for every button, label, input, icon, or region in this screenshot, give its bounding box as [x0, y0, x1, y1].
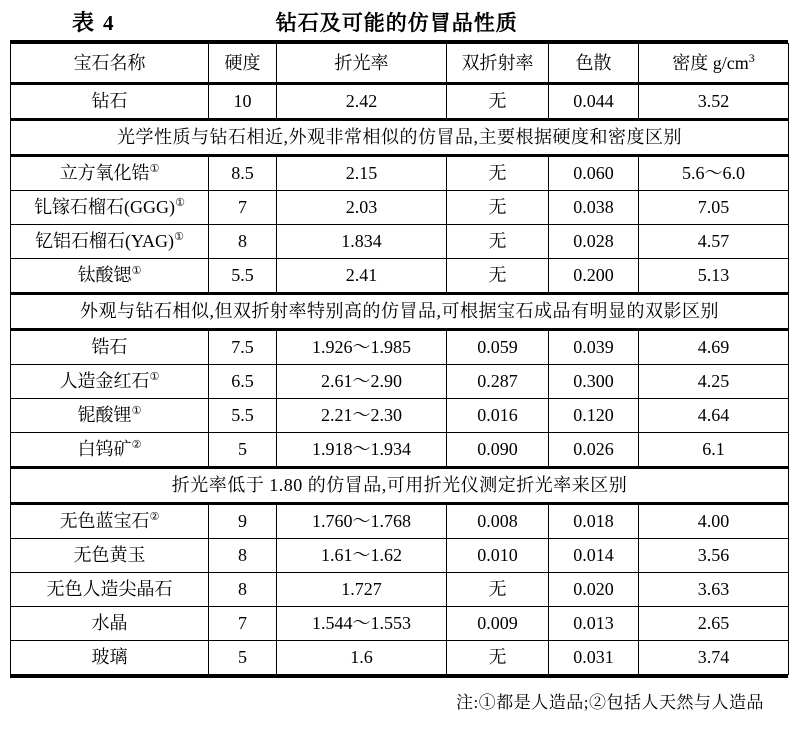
caption-label: 表 [72, 10, 96, 35]
gem-name-text: 无色黄玉 [73, 545, 146, 566]
cell-refractive-index: 1.926～1.985 [277, 330, 447, 365]
table-footnote: 注:①都是人造品;②包括人天然与人造品 [456, 693, 764, 712]
column-header: 宝石名称 [11, 44, 209, 84]
table-bottom-rule [10, 675, 788, 678]
cell-birefringence: 0.009 [447, 607, 549, 641]
cell-hardness: 9 [209, 504, 277, 539]
cell-refractive-index: 2.42 [277, 84, 447, 120]
cell-hardness: 5 [209, 433, 277, 468]
cell-birefringence: 无 [447, 225, 549, 259]
cell-gem-name [11, 641, 209, 675]
cell-birefringence: 无 [447, 641, 549, 675]
table-row [11, 573, 789, 607]
cell-birefringence: 无 [447, 191, 549, 225]
cell-dispersion: 0.014 [549, 539, 639, 573]
cell-hardness: 8 [209, 573, 277, 607]
section-note: 光学性质与钻石相近,外观非常相似的仿冒品,主要根据硬度和密度区别 [11, 120, 789, 156]
cell-dispersion: 0.028 [549, 225, 639, 259]
cell-dispersion: 0.044 [549, 84, 639, 120]
column-header-density [639, 44, 789, 84]
cell-density: 5.13 [639, 259, 789, 294]
cell-dispersion: 0.018 [549, 504, 639, 539]
section-note: 外观与钻石相似,但双折射率特别高的仿冒品,可根据宝石成品有明显的双影区别 [11, 294, 789, 330]
cell-density: 3.74 [639, 641, 789, 675]
cell-hardness: 5.5 [209, 399, 277, 433]
cell-density: 3.63 [639, 573, 789, 607]
caption-number: 4 [103, 11, 114, 35]
cell-refractive-index: 2.41 [277, 259, 447, 294]
table-row [11, 225, 789, 259]
cell-density: 5.6～6.0 [639, 156, 789, 191]
table-section-note-row [11, 294, 789, 330]
cell-birefringence: 无 [447, 573, 549, 607]
cell-hardness: 8 [209, 539, 277, 573]
cell-hardness: 7 [209, 191, 277, 225]
cell-dispersion: 0.120 [549, 399, 639, 433]
cell-refractive-index: 1.544～1.553 [277, 607, 447, 641]
gem-name-text: 钆镓石榴石(GGG) [34, 197, 176, 218]
gem-name-text: 锆石 [91, 337, 128, 358]
table-row [11, 641, 789, 675]
table-section-note-row [11, 468, 789, 504]
cell-dispersion: 0.031 [549, 641, 639, 675]
cell-density: 4.64 [639, 399, 789, 433]
table-row [11, 330, 789, 365]
cell-density: 6.1 [639, 433, 789, 468]
gem-name-footnote-marker: ① [174, 231, 184, 244]
gem-name-footnote-marker: ① [131, 405, 142, 418]
cell-hardness: 7 [209, 607, 277, 641]
cell-refractive-index: 1.918～1.934 [277, 433, 447, 468]
cell-refractive-index: 1.6 [277, 641, 447, 675]
cell-dispersion: 0.026 [549, 433, 639, 468]
cell-density: 4.57 [639, 225, 789, 259]
cell-dispersion: 0.200 [549, 259, 639, 294]
cell-refractive-index: 1.61～1.62 [277, 539, 447, 573]
gem-name-text: 白钨矿 [77, 439, 132, 460]
table-row [11, 156, 789, 191]
density-header-exponent: 3 [748, 50, 755, 65]
cell-dispersion: 0.060 [549, 156, 639, 191]
cell-refractive-index: 2.61～2.90 [277, 365, 447, 399]
column-header: 色散 [549, 44, 639, 84]
gem-name-text: 钇铝石榴石(YAG) [35, 231, 175, 252]
cell-hardness: 10 [209, 84, 277, 120]
cell-dispersion: 0.039 [549, 330, 639, 365]
table-row [11, 539, 789, 573]
cell-hardness: 8.5 [209, 156, 277, 191]
cell-gem-name [11, 84, 209, 120]
table-row [11, 191, 789, 225]
column-header: 双折射率 [447, 44, 549, 84]
gem-name-text: 钻石 [91, 91, 128, 112]
cell-gem-name [11, 365, 209, 399]
gem-name-footnote-marker: ① [175, 197, 185, 210]
cell-gem-name [11, 225, 209, 259]
column-header: 硬度 [209, 44, 277, 84]
cell-birefringence: 无 [447, 156, 549, 191]
cell-refractive-index: 1.727 [277, 573, 447, 607]
cell-density: 4.00 [639, 504, 789, 539]
cell-hardness: 5 [209, 641, 277, 675]
gem-name-text: 立方氧化锆 [59, 163, 150, 184]
table-row [11, 607, 789, 641]
gem-name-text: 钛酸锶 [77, 265, 132, 286]
cell-hardness: 6.5 [209, 365, 277, 399]
cell-density: 2.65 [639, 607, 789, 641]
cell-dispersion: 0.038 [549, 191, 639, 225]
gem-name-footnote-marker: ② [131, 439, 142, 452]
gem-name-text: 铌酸锂 [77, 405, 132, 426]
cell-gem-name [11, 399, 209, 433]
gem-properties-table [10, 43, 789, 675]
density-header-text: 密度 g/cm [672, 52, 749, 73]
cell-gem-name [11, 330, 209, 365]
caption-title: 钻石及可能的仿冒品性质 [275, 11, 518, 35]
cell-birefringence: 0.090 [447, 433, 549, 468]
gem-name-text: 无色人造尖晶石 [46, 579, 173, 600]
table-row [11, 433, 789, 468]
cell-birefringence: 0.010 [447, 539, 549, 573]
table-row [11, 504, 789, 539]
cell-density: 3.56 [639, 539, 789, 573]
cell-gem-name [11, 191, 209, 225]
table-header-row [11, 44, 789, 84]
cell-refractive-index: 2.15 [277, 156, 447, 191]
cell-hardness: 5.5 [209, 259, 277, 294]
cell-gem-name [11, 573, 209, 607]
cell-gem-name [11, 607, 209, 641]
table-caption [10, 6, 790, 40]
cell-density: 7.05 [639, 191, 789, 225]
cell-density: 4.25 [639, 365, 789, 399]
cell-birefringence: 无 [447, 259, 549, 294]
cell-gem-name [11, 259, 209, 294]
cell-gem-name [11, 433, 209, 468]
section-note: 折光率低于 1.80 的仿冒品,可用折光仪测定折光率来区别 [11, 468, 789, 504]
cell-gem-name [11, 156, 209, 191]
cell-dispersion: 0.300 [549, 365, 639, 399]
gem-name-text: 玻璃 [91, 647, 128, 668]
gem-name-text: 人造金红石 [59, 371, 150, 392]
cell-refractive-index: 1.834 [277, 225, 447, 259]
cell-density: 3.52 [639, 84, 789, 120]
gem-name-footnote-marker: ① [149, 163, 160, 176]
cell-birefringence: 0.008 [447, 504, 549, 539]
table-section-note-row [11, 120, 789, 156]
cell-refractive-index: 1.760～1.768 [277, 504, 447, 539]
cell-hardness: 8 [209, 225, 277, 259]
table-row [11, 399, 789, 433]
table-row [11, 259, 789, 294]
gem-name-footnote-marker: ② [149, 511, 160, 524]
cell-dispersion: 0.013 [549, 607, 639, 641]
cell-birefringence: 0.059 [447, 330, 549, 365]
table-row [11, 365, 789, 399]
cell-birefringence: 无 [447, 84, 549, 120]
cell-refractive-index: 2.21～2.30 [277, 399, 447, 433]
cell-birefringence: 0.016 [447, 399, 549, 433]
gem-name-text: 无色蓝宝石 [59, 511, 150, 532]
cell-density: 4.69 [639, 330, 789, 365]
cell-gem-name [11, 504, 209, 539]
gem-name-footnote-marker: ① [131, 265, 142, 278]
cell-dispersion: 0.020 [549, 573, 639, 607]
cell-gem-name [11, 539, 209, 573]
column-header: 折光率 [277, 44, 447, 84]
table-row [11, 84, 789, 120]
cell-birefringence: 0.287 [447, 365, 549, 399]
gem-name-text: 水晶 [91, 613, 128, 634]
cell-hardness: 7.5 [209, 330, 277, 365]
cell-refractive-index: 2.03 [277, 191, 447, 225]
gem-name-footnote-marker: ① [149, 371, 160, 384]
